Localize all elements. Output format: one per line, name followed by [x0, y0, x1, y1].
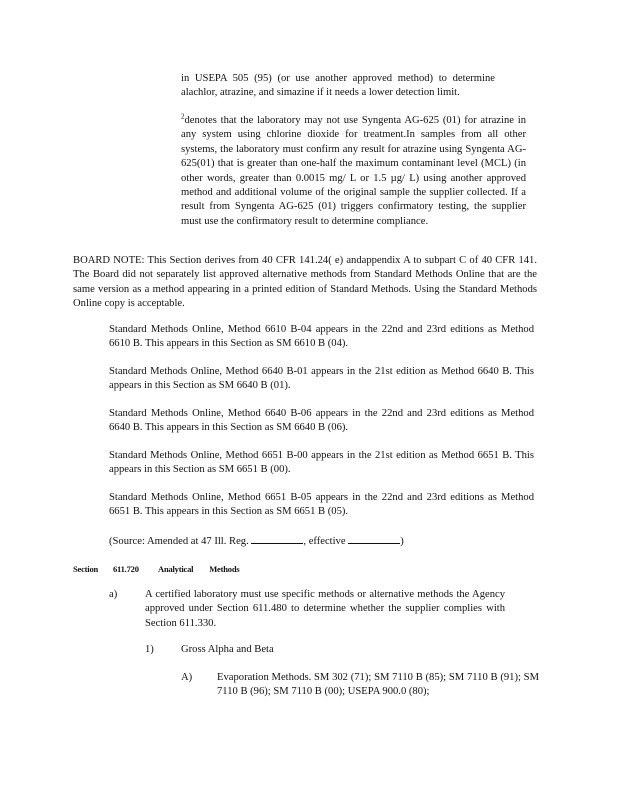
footnote-2-marker: 2	[181, 112, 185, 121]
source-suffix: )	[400, 536, 404, 547]
section-number: 611.720	[113, 564, 139, 574]
footnote-2-text: denotes that the laboratory may not use Syngenta AG-625 (01) for atrazine in any system using chlorine dioxide for treatment.In samples from all other systems, the laboratory must confirm any result for atrazine using Syngenta AG-625(01) that is greater than one-half the maximum contaminant level (MCL) (in other words, greater than 0.0015 mg/ L or 1.5 µg/ L) using another approved method and additional volume of the original sample the supplier collected. If a result from Syngenta AG-625 (01) triggers confirmatory testing, the supplier must use the confirmatory result to determine compliance.	[181, 115, 526, 227]
method-paragraph: Standard Methods Online, Method 6640 B-06 appears in the 22nd and 23rd editions as Method 6640 B. This appears in this Section as SM 6640 B (06).	[109, 408, 534, 434]
item-1-label: 1)	[145, 644, 154, 655]
footnote-2-paragraph	[181, 114, 526, 229]
item-A-label: A)	[181, 672, 193, 683]
effective-date-blank	[348, 533, 400, 544]
method-paragraph: Standard Methods Online, Method 6651 B-00 appears in the 21st edition as Method 6651 B. This appears in this Section as SM 6651 B (00).	[109, 450, 534, 476]
method-paragraph: Standard Methods Online, Method 6610 B-04 appears in the 22nd and 23rd editions as Method 6610 B. This appears in this Section as SM 6610 B (04).	[109, 324, 534, 350]
board-note-paragraph: BOARD NOTE: This Section derives from 40 CFR 141.24( e) andappendix A to subpart C of 40 CFR 141. The Board did not separately list approved alternative methods from Standard Methods Online that are the same version as a method appearing in a printed edition of Standard Methods. Using the Standard Methods Online copy is acceptable.	[73, 255, 537, 310]
source-prefix: (Source: Amended at 47 Ill. Reg.	[109, 536, 249, 547]
section-label: Section	[73, 564, 99, 574]
note-usepa-paragraph: in USEPA 505 (95) (or use another approved method) to determine alachlor, atrazine, and simazine if it needs a lower detection limit.	[181, 73, 495, 99]
register-page-blank	[251, 533, 303, 544]
item-1-heading: Gross Alpha and Beta	[181, 644, 274, 655]
source-middle: , effective	[303, 536, 346, 547]
source-line	[109, 533, 539, 549]
item-a-label: a)	[109, 589, 118, 600]
method-paragraph: Standard Methods Online, Method 6651 B-05 appears in the 22nd and 23rd editions as Method 6651 B. This appears in this Section as SM 6651 B (05).	[109, 492, 534, 518]
item-a-paragraph: A certified laboratory must use specific methods or alternative methods the Agency approved under Section 611.480 to determine whether the supplier complies with Section 611.330.	[145, 589, 505, 629]
section-title: Analytical Methods	[158, 564, 240, 574]
item-A-paragraph: Evaporation Methods. SM 302 (71); SM 7110 B (85); SM 7110 B (91); SM 7110 B (96); SM 7110 B (00); USEPA 900.0 (80);	[217, 672, 539, 698]
method-paragraph: Standard Methods Online, Method 6640 B-01 appears in the 21st edition as Method 6640 B. This appears in this Section as SM 6640 B (01).	[109, 366, 534, 392]
